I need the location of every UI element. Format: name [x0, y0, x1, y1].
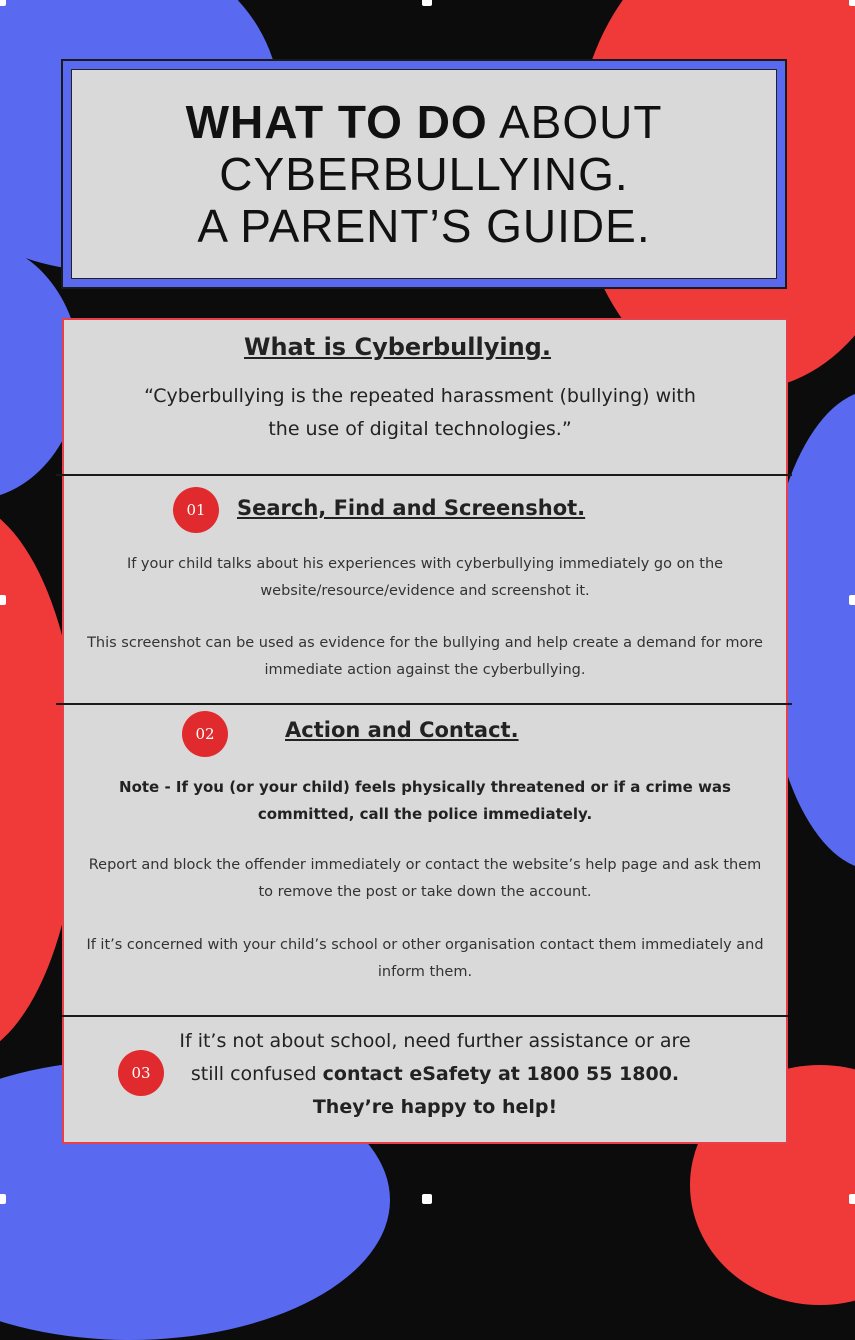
- step-02-heading: Action and Contact.: [285, 718, 519, 742]
- title-bold-part: WHAT TO DO: [185, 96, 488, 148]
- title-panel-inner: [71, 69, 777, 279]
- title-line-1: [186, 96, 663, 148]
- resize-handle-top-left[interactable]: [0, 0, 6, 6]
- step-03-text-plain: If it’s not about school, need further assistance or are still confused: [179, 1030, 691, 1085]
- step-03-badge: [118, 1050, 164, 1096]
- title-rest-part: ABOUT: [487, 96, 663, 148]
- divider-3: [62, 1015, 788, 1017]
- step-01-badge: [173, 487, 219, 533]
- step-03-text-bold: contact eSafety at 1800 55 1800. They’re happy to help!: [312, 1063, 680, 1118]
- step-02-paragraph-1: Report and block the offender immediately or contact the website’s help page and ask them to remove the post or take down the account.: [88, 857, 762, 900]
- step-02-badge: [182, 711, 228, 757]
- title-line-3: A PARENT’S GUIDE.: [197, 200, 651, 252]
- resize-handle-top-right[interactable]: [849, 0, 855, 6]
- definition-heading: What is Cyberbullying.: [244, 333, 551, 361]
- step-03-number: 03: [131, 1064, 151, 1082]
- step-01-paragraph-2: This screenshot can be used as evidence for the bullying and help create a demand for more immediate action against the cyberbullying.: [87, 635, 763, 678]
- step-01-heading: Search, Find and Screenshot.: [237, 496, 586, 520]
- definition-text: “Cyberbullying is the repeated harassment (bullying) with the use of digital technologies.”: [144, 385, 696, 440]
- resize-handle-bottom-left[interactable]: [0, 1194, 6, 1204]
- step-01-number: 01: [186, 501, 206, 519]
- resize-handle-bottom-right[interactable]: [849, 1194, 855, 1204]
- title-line-2: CYBERBULLYING.: [219, 148, 629, 200]
- resize-handle-left[interactable]: [0, 595, 6, 605]
- resize-handle-bottom[interactable]: [422, 1194, 432, 1204]
- step-01-paragraph-1: If your child talks about his experiences with cyberbullying immediately go on the website/resource/evidence and screenshot it.: [126, 556, 724, 599]
- step-03-text: [170, 1025, 700, 1124]
- step-02-number: 02: [195, 725, 215, 743]
- divider-2: [56, 703, 792, 705]
- title-panel: [61, 59, 787, 289]
- divider-1: [56, 474, 792, 476]
- step-02-note: Note - If you (or your child) feels physically threatened or if a crime was committed, call the police immediately.: [119, 778, 731, 823]
- resize-handle-top[interactable]: [422, 0, 432, 6]
- resize-handle-right[interactable]: [849, 595, 855, 605]
- step-02-paragraph-2: If it’s concerned with your child’s school or other organisation contact them immediately and inform them.: [86, 937, 764, 980]
